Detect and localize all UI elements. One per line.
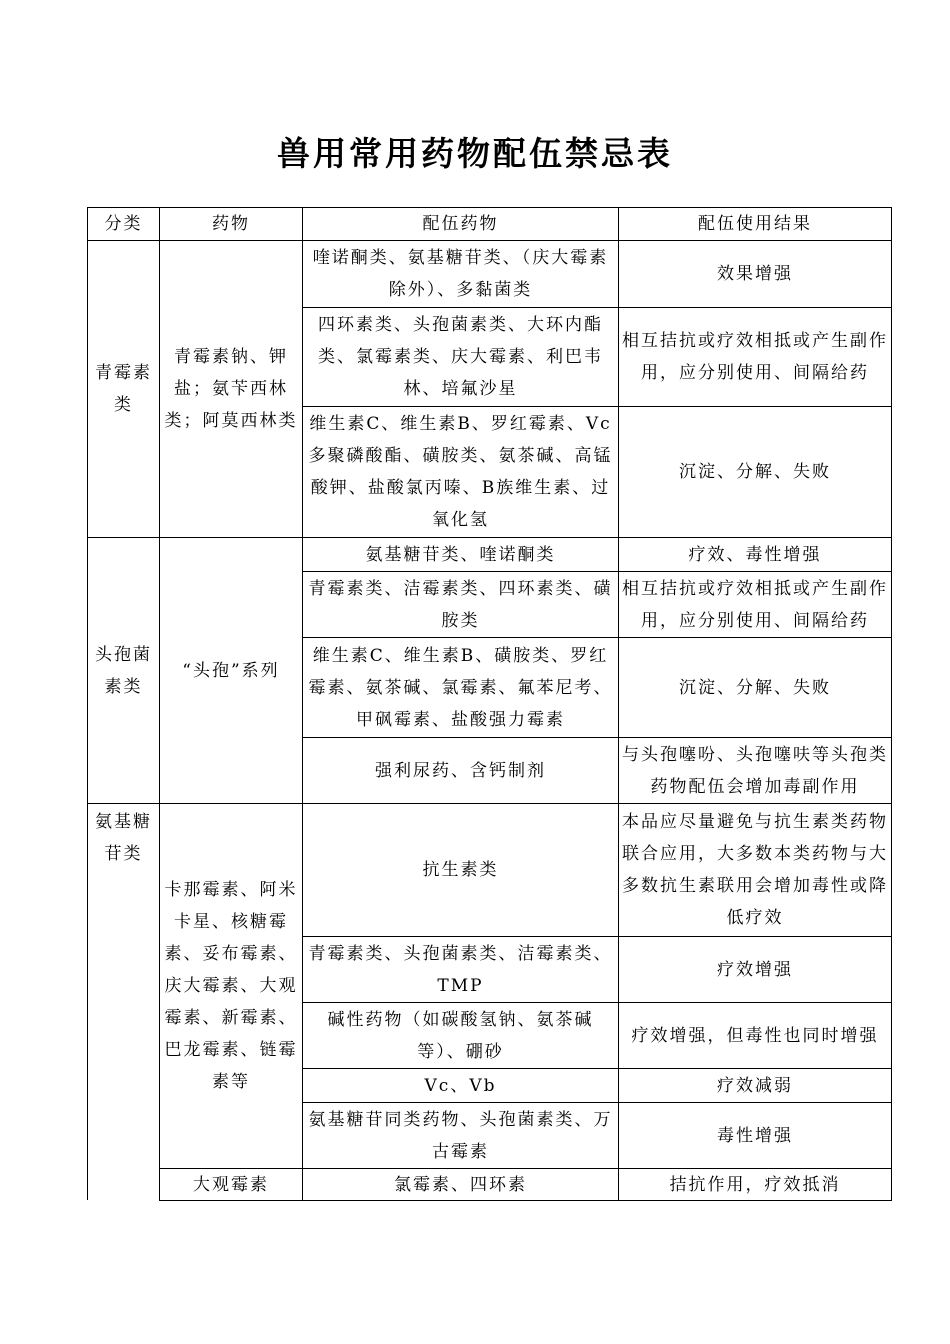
result-cell: 相互拮抗或疗效相抵或产生副作用，应分别使用、间隔给药 bbox=[622, 331, 888, 383]
table-rule bbox=[159, 207, 160, 1201]
drug-cell: “头孢”系列 bbox=[182, 660, 280, 681]
category-cell: 氨基糖苷类 bbox=[95, 812, 152, 864]
result-cell: 疗效、毒性增强 bbox=[688, 544, 822, 565]
result-cell: 与头孢噻吩、头孢噻呋等头孢类药物配伍会增加毒副作用 bbox=[622, 744, 888, 797]
header-cell: 分类 bbox=[104, 214, 143, 234]
combo-cell: 喹诺酮类、氨基糖苷类、（庆大霉素除外）、多黏菌类 bbox=[312, 248, 609, 300]
table-rule bbox=[159, 1200, 892, 1201]
table-rule bbox=[302, 737, 892, 738]
header-cell: 配伍使用结果 bbox=[698, 214, 812, 234]
table-rule bbox=[302, 207, 303, 1201]
result-cell: 毒性增强 bbox=[717, 1125, 793, 1146]
result-cell: 拮抗作用，疗效抵消 bbox=[669, 1174, 841, 1195]
result-cell: 本品应尽量避免与抗生素类药物联合应用，大多数本类药物与大多数抗生素联用会增加毒性或降低疗效 bbox=[622, 812, 888, 928]
combo-cell: 强利尿药、含钙制剂 bbox=[375, 760, 546, 781]
header-cell: 药物 bbox=[212, 214, 250, 234]
page-title: 兽用常用药物配伍禁忌表 bbox=[277, 134, 673, 173]
drug-cell: 卡那霉素、阿米卡星、核糖霉素、妥布霉素、庆大霉素、大观霉素、新霉素、巴龙霉素、链霉素等 bbox=[164, 880, 298, 1092]
result-cell: 相互拮抗或疗效相抵或产生副作用，应分别使用、间隔给药 bbox=[622, 578, 888, 631]
result-cell: 疗效减弱 bbox=[717, 1075, 793, 1096]
combo-cell: 氨基糖苷同类药物、头孢菌素类、万古霉素 bbox=[308, 1109, 613, 1162]
table-rule bbox=[87, 207, 88, 1200]
table-rule bbox=[302, 406, 892, 407]
table-rule bbox=[302, 1102, 892, 1103]
table-rule bbox=[302, 307, 892, 308]
combo-cell: 抗生素类 bbox=[422, 860, 499, 880]
result-cell: 沉淀、分解、失败 bbox=[679, 677, 831, 698]
result-cell: 效果增强 bbox=[717, 264, 793, 284]
combo-cell: 碱性药物（如碳酸氢钠、氨茶碱等）、硼砂 bbox=[327, 1009, 594, 1062]
table-rule bbox=[302, 637, 892, 638]
combo-cell: 四环素类、头孢菌素类、大环内酯类、氯霉素类、庆大霉素、利巴韦林、培氟沙星 bbox=[318, 315, 603, 399]
combo-cell: 氨基糖苷类、喹诺酮类 bbox=[365, 544, 556, 565]
result-cell: 沉淀、分解、失败 bbox=[679, 462, 831, 482]
table-rule bbox=[618, 207, 619, 1201]
combo-cell: 维生素C、维生素B、罗红霉素、Vc多聚磷酸酯、磺胺类、氨茶碱、高锰酸钾、盐酸氯丙嗪、B族维生素、过氧化氢 bbox=[308, 414, 613, 530]
result-cell: 疗效增强，但毒性也同时增强 bbox=[631, 1025, 879, 1046]
category-cell: 头孢菌素类 bbox=[95, 644, 152, 697]
table-rule bbox=[302, 571, 892, 572]
table-rule bbox=[302, 1068, 892, 1069]
table-rule bbox=[302, 1002, 892, 1003]
category-cell: 青霉素类 bbox=[95, 363, 152, 415]
combo-cell: 维生素C、维生素B、磺胺类、罗红霉素、氨茶碱、氯霉素、氟苯尼考、甲砜霉素、盐酸强力霉素 bbox=[308, 645, 613, 730]
drug-cell: 大观霉素 bbox=[193, 1174, 269, 1195]
combo-cell: 青霉素类、头孢菌素类、洁霉素类、TMP bbox=[308, 943, 613, 996]
combo-cell: 青霉素类、洁霉素类、四环素类、磺胺类 bbox=[308, 578, 613, 631]
table-rule bbox=[302, 936, 892, 937]
combo-cell: Vc、Vb bbox=[424, 1075, 497, 1096]
table-rule bbox=[891, 207, 892, 1201]
combo-cell: 氯霉素、四环素 bbox=[394, 1174, 527, 1195]
drug-cell: 青霉素钠、钾盐；氨苄西林类；阿莫西林类 bbox=[164, 347, 298, 431]
result-cell: 疗效增强 bbox=[717, 959, 793, 980]
table-rule bbox=[87, 207, 892, 208]
header-cell: 配伍药物 bbox=[422, 214, 499, 234]
